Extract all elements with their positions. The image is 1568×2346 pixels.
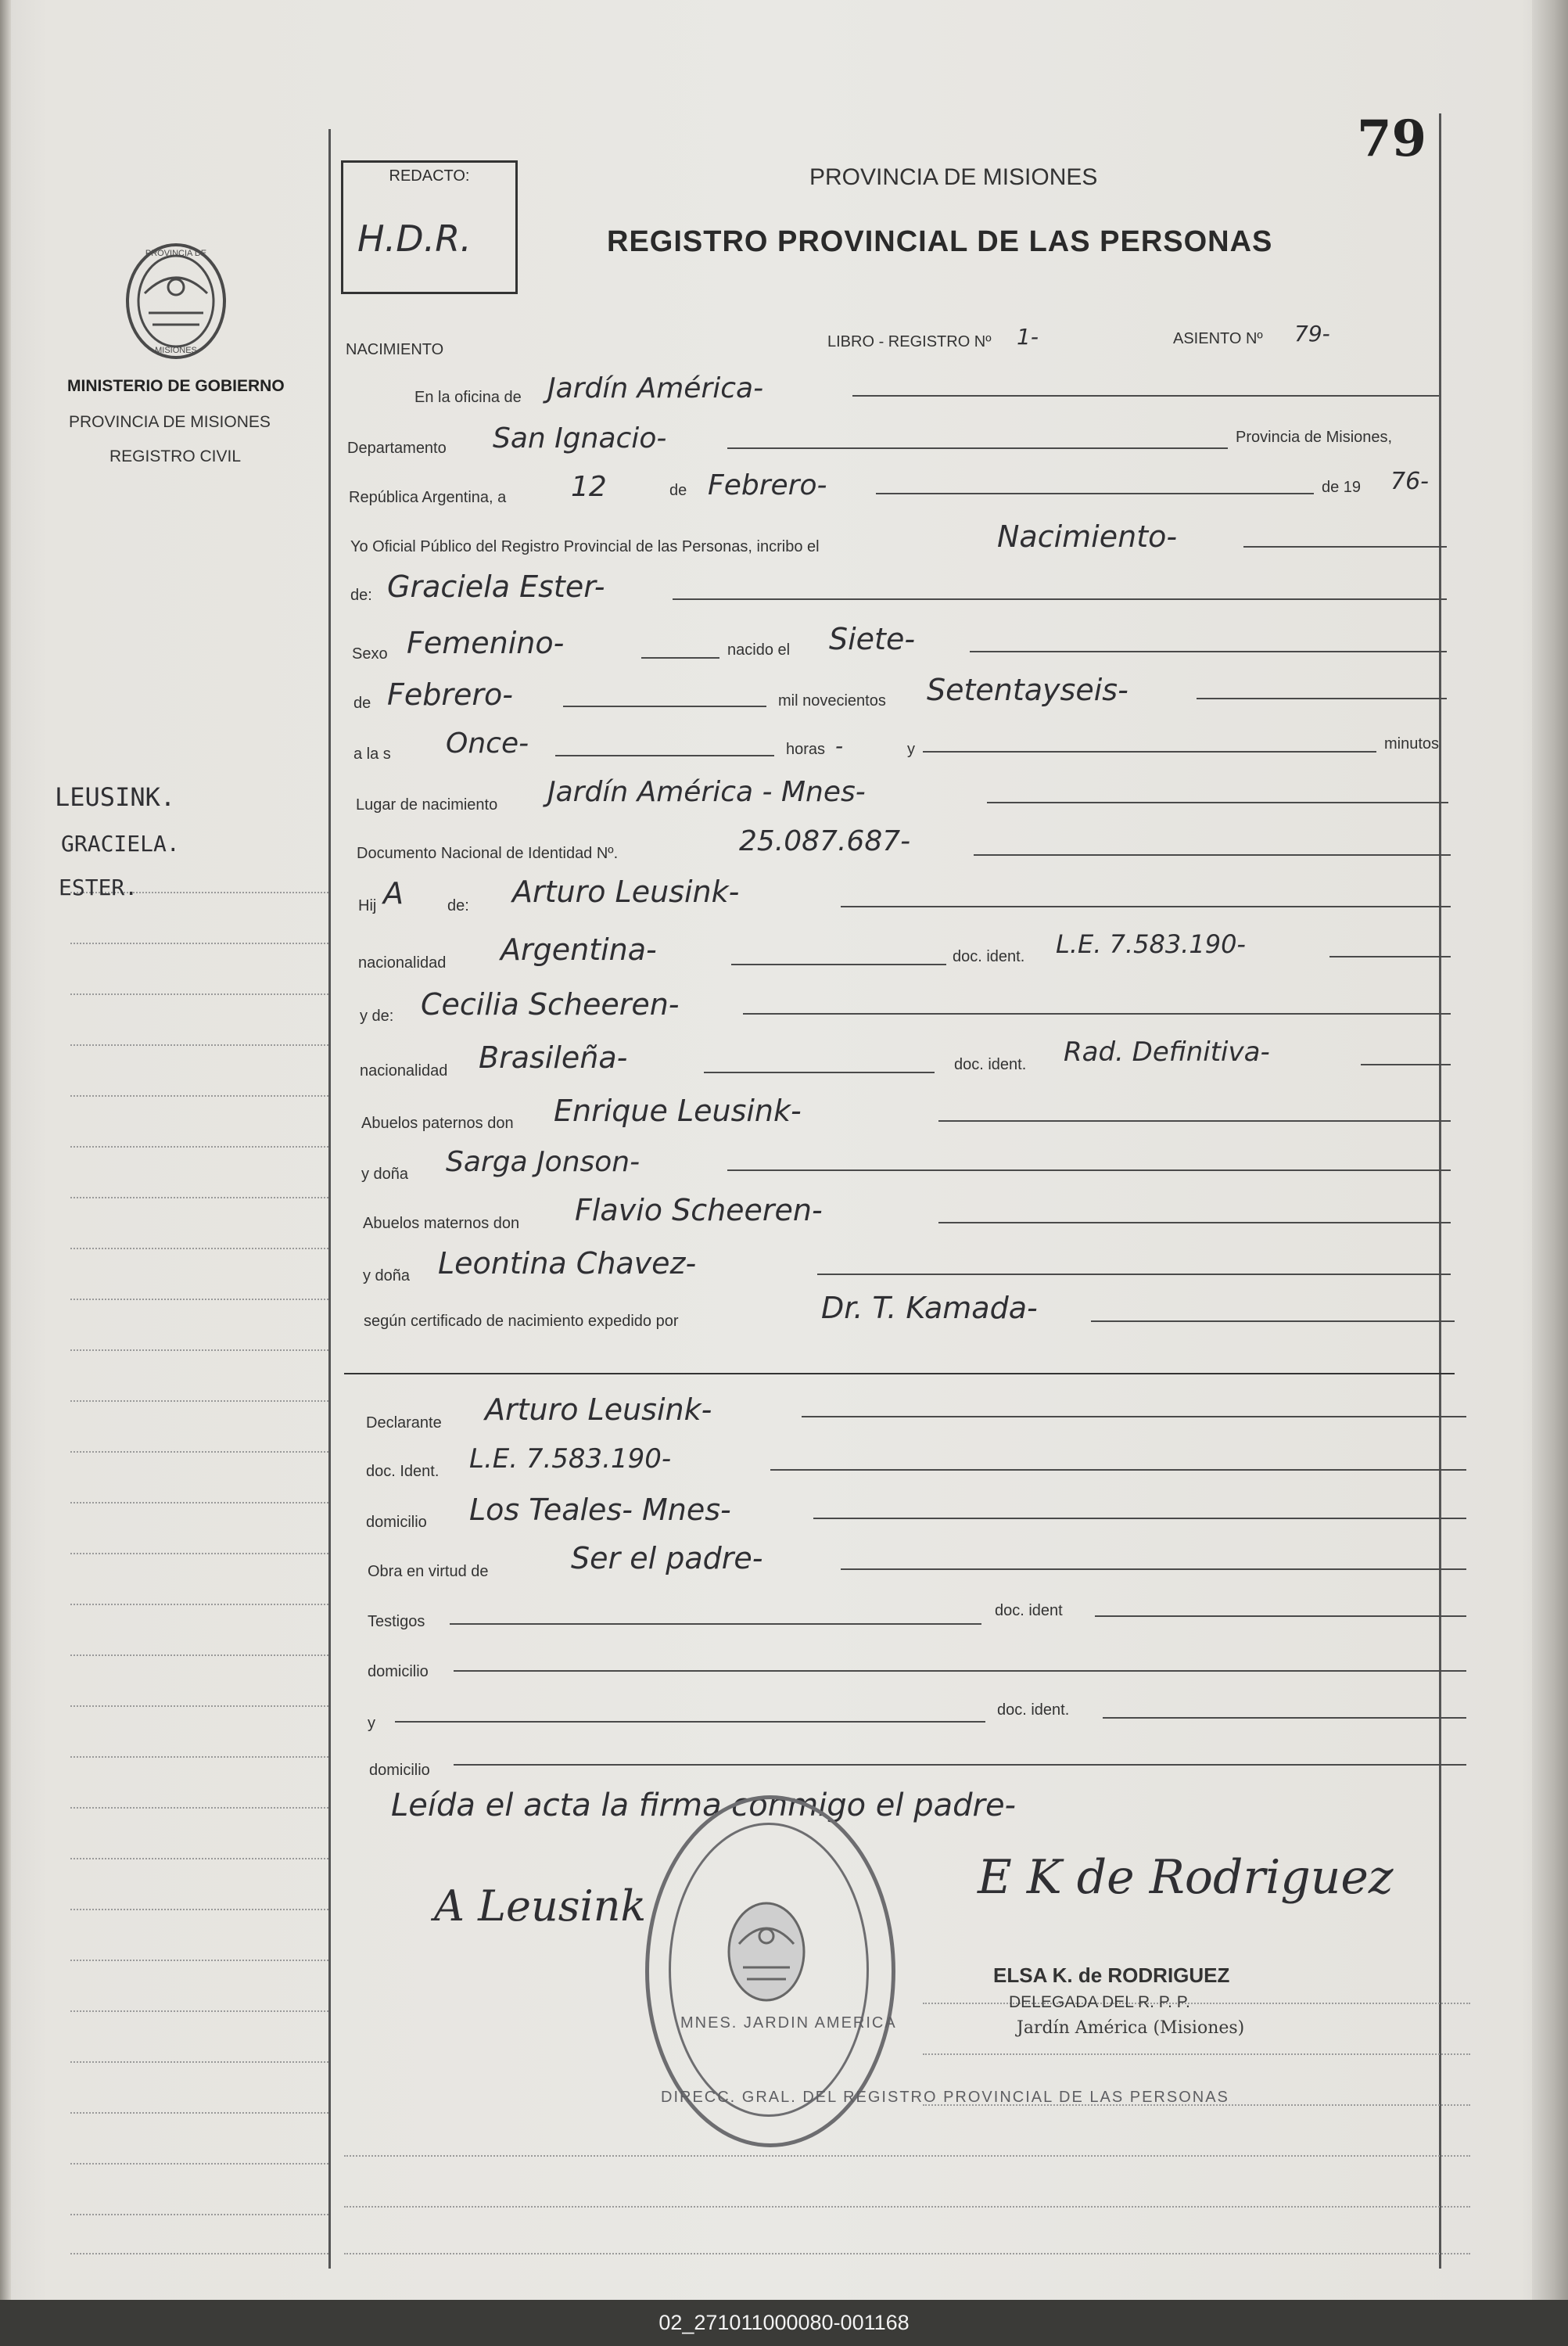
lugar-value: Jardín América - Mnes- xyxy=(547,776,866,808)
minutos-label: minutos xyxy=(1384,735,1440,753)
redacto-value: H.D.R. xyxy=(357,217,472,260)
provincia-label: Provincia de Misiones, xyxy=(1236,429,1393,446)
y2-label: y xyxy=(368,1715,375,1732)
declarante-value: Arturo Leusink- xyxy=(485,1392,712,1427)
redacto-label: REDACTO: xyxy=(389,167,470,185)
signature-official: E K de Rodriguez xyxy=(978,1850,1394,1905)
horas-label: horas xyxy=(786,741,826,758)
right-border xyxy=(1439,113,1441,2269)
doc1-value: L.E. 7.583.190- xyxy=(1056,929,1246,959)
obra-label: Obra en virtud de xyxy=(368,1563,489,1580)
oficina-label: En la oficina de xyxy=(414,389,522,406)
margin-note-name2: ESTER. xyxy=(59,875,138,900)
year-label: de 19 xyxy=(1322,479,1362,496)
testigos-label: Testigos xyxy=(368,1613,425,1630)
leida-note: Leída el acta la firma conmigo el padre- xyxy=(391,1787,1016,1823)
y-label: y xyxy=(907,741,915,758)
doc2-value: Rad. Definitiva- xyxy=(1064,1036,1270,1068)
libro-value: 1- xyxy=(1017,324,1039,350)
hora-value: Once- xyxy=(446,728,529,760)
domicilio2-label: domicilio xyxy=(368,1663,429,1680)
madre-value: Cecilia Scheeren- xyxy=(421,987,680,1022)
oficial-label: Yo Oficial Público del Registro Provincial de las Personas, incribo el xyxy=(350,538,820,555)
departamento-value: San Ignacio- xyxy=(493,422,667,454)
domicilio3-label: domicilio xyxy=(369,1762,430,1779)
dni-label: Documento Nacional de Identidad Nº. xyxy=(357,845,619,862)
stamp-outer-text: DIRECC. GRAL. DEL REGISTRO PROVINCIAL DE LAS PERSONAS xyxy=(661,2089,1229,2106)
abuela-materna-value: Leontina Chavez- xyxy=(438,1246,697,1281)
month-value: Febrero- xyxy=(708,469,827,501)
republica-label: República Argentina, a xyxy=(349,489,507,506)
margin-divider xyxy=(328,129,331,2269)
official-role: DELEGADA DEL R. P. P. xyxy=(1009,1993,1190,2011)
mil-label: mil novecientos xyxy=(778,692,886,710)
obra-value: Ser el padre- xyxy=(571,1541,763,1575)
image-caption: 02_271011000080-001168 xyxy=(658,2311,910,2334)
abuelos-paternos-label: Abuelos paternos don xyxy=(361,1115,514,1132)
section-divider xyxy=(344,1373,1455,1374)
hijo-de-label: de: xyxy=(447,897,469,914)
ministry-province: PROVINCIA DE MISIONES xyxy=(69,413,271,431)
nacionalidad1-label: nacionalidad xyxy=(358,954,447,972)
de-nombre-label: de: xyxy=(350,587,372,604)
abuelo-paterno-value: Enrique Leusink- xyxy=(554,1094,802,1128)
alas-label: a la s xyxy=(353,745,391,763)
docident-value: L.E. 7.583.190- xyxy=(469,1443,672,1475)
margin-note-name1: GRACIELA. xyxy=(61,831,180,857)
year-value: 76- xyxy=(1390,468,1429,495)
nacionalidad2-value: Brasileña- xyxy=(479,1040,628,1075)
svg-text:MISIONES: MISIONES xyxy=(155,346,197,355)
abuelo-materno-value: Flavio Scheeren- xyxy=(575,1193,823,1227)
page-number: 79 xyxy=(1357,110,1427,168)
lugar-label: Lugar de nacimiento xyxy=(356,796,498,814)
margin-note-surname: LEUSINK. xyxy=(55,782,176,812)
hijo-label: Hij xyxy=(358,897,377,914)
doc3-label: doc. ident. xyxy=(997,1701,1070,1719)
nacido-label: nacido el xyxy=(727,641,791,659)
ministry-name: MINISTERIO DE GOBIERNO xyxy=(67,377,285,395)
doc2-label: doc. ident. xyxy=(954,1056,1027,1073)
abuelos-maternos-label: Abuelos maternos don xyxy=(363,1215,520,1232)
abuela-paterna-value: Sarga Jonson- xyxy=(446,1146,640,1178)
sexo-value: Femenino- xyxy=(407,626,565,660)
libro-label: LIBRO - REGISTRO Nº xyxy=(827,333,992,350)
anio-nac-value: Setentayseis- xyxy=(927,673,1128,707)
nacionalidad2-label: nacionalidad xyxy=(360,1062,448,1080)
day-value: 12 xyxy=(571,471,607,503)
ministry-registry: REGISTRO CIVIL xyxy=(109,447,242,465)
mes-nac-value: Febrero- xyxy=(387,677,513,712)
testigos-doc-label: doc. ident xyxy=(995,1602,1063,1619)
ydona1-label: y doña xyxy=(361,1166,409,1183)
section-label: NACIMIENTO xyxy=(346,341,444,358)
yde-label: y de: xyxy=(360,1008,394,1025)
signature-declarante: A Leusink xyxy=(434,1881,647,1931)
redacto-box xyxy=(341,160,518,294)
domicilio-label: domicilio xyxy=(366,1514,427,1531)
asiento-value: 79- xyxy=(1294,321,1330,347)
dni-value: 25.087.687- xyxy=(739,825,911,857)
ydona2-label: y doña xyxy=(363,1267,411,1284)
certificado-value: Dr. T. Kamada- xyxy=(821,1291,1038,1325)
provincial-seal-icon xyxy=(117,239,235,364)
stamp-inner-text: MNES. JARDIN AMERICA xyxy=(680,2014,897,2032)
binding-edge xyxy=(0,0,11,2300)
hijo-letter: A xyxy=(383,876,404,911)
province-heading: PROVINCIA DE MISIONES xyxy=(809,164,1098,190)
page-edge xyxy=(1532,0,1568,2300)
official-name: ELSA K. de RODRIGUEZ xyxy=(993,1963,1230,1987)
padre-value: Arturo Leusink- xyxy=(512,875,740,909)
docident-label: doc. Ident. xyxy=(366,1463,440,1480)
domicilio-value: Los Teales- Mnes- xyxy=(469,1493,731,1527)
declarante-label: Declarante xyxy=(366,1414,442,1432)
asiento-label: ASIENTO Nº xyxy=(1173,330,1263,347)
nacionalidad1-value: Argentina- xyxy=(501,932,657,967)
de-mes-label: de xyxy=(353,695,371,712)
departamento-label: Departamento xyxy=(347,440,447,457)
doc1-label: doc. ident. xyxy=(953,948,1025,965)
inscribe-value: Nacimiento- xyxy=(997,519,1178,554)
horas-value: - xyxy=(835,733,844,759)
nacido-value: Siete- xyxy=(829,622,916,656)
stamp-emblem-icon xyxy=(719,1893,813,2010)
sexo-label: Sexo xyxy=(352,645,388,663)
de-label: de xyxy=(669,482,687,499)
certificado-label: según certificado de nacimiento expedido por xyxy=(364,1313,679,1330)
svg-text:PROVINCIA DE: PROVINCIA DE xyxy=(145,249,207,258)
nombre-value: Graciela Ester- xyxy=(387,569,605,604)
oficina-value: Jardín América- xyxy=(547,372,764,404)
registry-title: REGISTRO PROVINCIAL DE LAS PERSONAS xyxy=(607,225,1273,258)
official-place: Jardín América (Misiones) xyxy=(1017,2018,1245,2038)
